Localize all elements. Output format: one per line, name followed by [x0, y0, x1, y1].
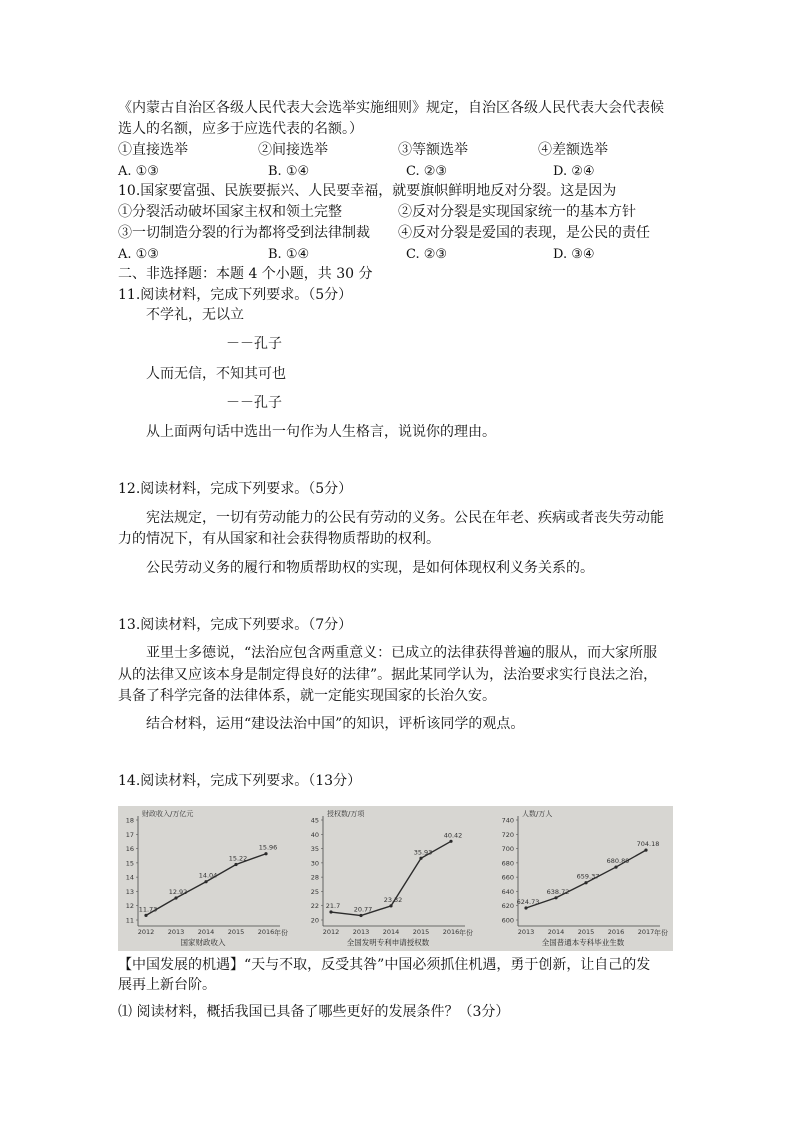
q10-option-c: C. ②③ [406, 247, 448, 262]
q11-author-2: －－孔子 [226, 395, 282, 411]
q13-para-line1: 亚里士多德说，“法治应包含两重意义：已成立的法律获得普遍的服从，而大家所服 [146, 645, 658, 661]
chart-1-data-label: 40.42 [443, 831, 463, 840]
chart-2-x-tick-label: 2013 [517, 928, 535, 936]
chart-2-y-tick-label: 620 [501, 902, 514, 911]
chart-1-y-tick-label: 45 [310, 816, 319, 825]
chart-0-y-tick-label: 11 [125, 916, 134, 925]
chart-2-data-point [524, 906, 527, 909]
q11-stem: 11.阅读材料，完成下列要求。（5分） [118, 287, 353, 303]
chart-2-y-tick-label: 680 [501, 859, 514, 868]
chart-0-y-tick-label: 18 [125, 816, 134, 825]
chart-0-y-tick-label: 12 [125, 902, 134, 911]
chart-2-data-point [554, 896, 557, 899]
q9-item-4: ④差额选举 [538, 142, 608, 158]
chart-0-x-tick-label: 2015 [227, 928, 245, 936]
q9-stem-line1: 《内蒙古自治区各级人民代表大会选举实施细则》规定，自治区各级人民代表大会代表候 [118, 100, 664, 116]
q14-caption-line1: 【中国发展的机遇】“天与不取，反受其咎”中国必须抓住机遇，勇于创新，让自己的发 [118, 957, 651, 973]
chart-0-y-tick-label: 16 [125, 845, 134, 854]
chart-0-caption: 国家财政收入 [180, 938, 226, 947]
q10-option-d: D. ③④ [553, 247, 595, 262]
chart-1-x-tick-label: 2013 [352, 928, 370, 936]
chart-0-data-label: 12.92 [168, 888, 188, 897]
chart-0-data-point [264, 852, 267, 855]
q10-stem: 10.国家要富强、民族要振兴、人民要幸福，就要旗帜鲜明地反对分裂。这是因为 [118, 183, 617, 199]
chart-1-x-tick-label: 2014 [382, 928, 400, 936]
q11-quote-2: 人而无信，不知其可也 [146, 366, 286, 382]
chart-1-data-label: 35.93 [413, 848, 433, 857]
q14-chart-figure [118, 806, 673, 951]
chart-2-y-tick-label: 640 [501, 887, 514, 896]
chart-0-y-tick-label: 17 [125, 830, 134, 839]
chart-1-x-label: 年份 [459, 929, 473, 937]
chart-2-data-label: 624.73 [516, 897, 540, 906]
chart-0-x-tick-label: 2013 [167, 928, 185, 936]
chart-2-x-tick-label: 2015 [577, 928, 595, 936]
q13-task: 结合材料，运用“建设法治中国”的知识，评析该同学的观点。 [146, 716, 525, 732]
chart-2-y-tick-label: 740 [501, 816, 514, 825]
q11-task: 从上面两句话中选出一句作为人生格言，说说你的理由。 [146, 424, 496, 440]
q9-option-b: B. ①④ [268, 164, 310, 179]
q13-stem: 13.阅读材料，完成下列要求。（7分） [118, 617, 353, 633]
chart-0-data-label: 11.73 [138, 905, 158, 914]
chart-0-data-label: 15.96 [258, 843, 278, 852]
chart-2-y-tick-label: 660 [501, 873, 514, 882]
q12-task: 公民劳动义务的履行和物质帮助权的实现，是如何体现权利义务关系的。 [146, 560, 594, 576]
chart-1-data-point [389, 904, 392, 907]
chart-1-y-tick-label: 25 [310, 887, 319, 896]
section-heading: 二、非选择题：本题 4 个小题，共 30 分 [118, 266, 373, 282]
chart-2-data-point [614, 865, 617, 868]
chart-0-series-line [146, 854, 266, 916]
chart-0-data-point [204, 880, 207, 883]
q14-caption-line2: 展再上新台阶。 [118, 977, 216, 993]
chart-2-x-tick-label: 2017 [637, 928, 655, 936]
chart-0-x-label: 年份 [274, 929, 288, 937]
q13-para-line3: 具备了科学完备的法律体系，就一定能实现国家的长治久安。 [118, 688, 496, 704]
q10-option-a: A. ①③ [118, 247, 159, 262]
chart-1-x-tick-label: 2015 [412, 928, 430, 936]
q10-item-2: ②反对分裂是实现国家统一的基本方针 [398, 204, 636, 220]
chart-2-x-tick-label: 2014 [547, 928, 565, 936]
chart-2-data-label: 638.72 [546, 887, 570, 896]
chart-1-data-point [419, 857, 422, 860]
chart-2-data-point [584, 881, 587, 884]
q12-para-line1: 宪法规定，一切有劳动能力的公民有劳动的义务。公民在年老、疾病或者丧失劳动能 [146, 510, 664, 526]
q14-charts-svg [118, 806, 673, 951]
chart-1-y-tick-label: 40 [310, 830, 319, 839]
chart-2-caption: 全国普通本专科毕业生数 [541, 938, 625, 947]
q11-author-1: －－孔子 [226, 336, 282, 352]
chart-1-data-point [449, 840, 452, 843]
chart-2-data-label: 704.18 [636, 840, 660, 849]
chart-2-y-tick-label: 700 [501, 845, 514, 854]
chart-1-x-tick-label: 2012 [322, 928, 340, 936]
chart-0-y-tick-label: 15 [125, 859, 134, 868]
chart-1-y-tick-label: 30 [310, 859, 319, 868]
chart-0-data-point [234, 863, 237, 866]
chart-1-data-label: 23.32 [383, 895, 403, 904]
chart-0-data-label: 14.04 [198, 871, 218, 880]
chart-1-data-label: 20.77 [353, 905, 373, 914]
q14-stem: 14.阅读材料，完成下列要求。（13分） [118, 773, 362, 789]
chart-2-y-tick-label: 720 [501, 830, 514, 839]
chart-1-y-tick-label: 28 [310, 873, 319, 882]
q13-para-line2: 从的法律又应该本身是制定得良好的法律”。据此某同学认为，法治要求实行良法之治， [118, 667, 658, 683]
chart-1-data-point [359, 914, 362, 917]
q12-stem: 12.阅读材料，完成下列要求。（5分） [118, 481, 353, 497]
chart-1-y-label: 授权数/万项 [327, 810, 365, 818]
chart-2-y-tick-label: 600 [501, 916, 514, 925]
chart-1-data-label: 21.7 [325, 902, 341, 911]
q10-item-4: ④反对分裂是爱国的表现，是公民的责任 [398, 225, 650, 241]
chart-0-data-label: 15.22 [228, 854, 248, 863]
q9-stem-line2: 选人的名额，应多于应选代表的名额。） [118, 121, 363, 137]
q9-option-a: A. ①③ [118, 164, 159, 179]
chart-2-y-label: 人数/万人 [522, 810, 553, 818]
chart-2-data-label: 659.37 [576, 872, 600, 881]
q9-option-d: D. ②④ [553, 164, 595, 179]
q14-sub-question-1: ⑴ 阅读材料，概括我国已具备了哪些更好的发展条件？（3分） [118, 1004, 510, 1020]
q12-para-line2: 力的情况下，有从国家和社会获得物质帮助的权利。 [118, 531, 440, 547]
chart-2-data-point [644, 848, 647, 851]
chart-2-x-label: 年份 [654, 929, 668, 937]
q9-item-1: ①直接选举 [118, 142, 188, 158]
q9-item-2: ②间接选举 [258, 142, 328, 158]
q10-option-b: B. ①④ [268, 247, 310, 262]
chart-0-y-tick-label: 13 [125, 887, 134, 896]
chart-0-data-point [174, 896, 177, 899]
chart-0-y-tick-label: 14 [125, 873, 134, 882]
q10-item-3: ③一切制造分裂的行为都将受到法律制裁 [118, 225, 370, 241]
chart-0-x-tick-label: 2014 [197, 928, 215, 936]
chart-2-x-tick-label: 2016 [607, 928, 625, 936]
q9-item-3: ③等额选举 [398, 142, 468, 158]
chart-0-data-point [144, 914, 147, 917]
chart-0-y-label: 财政收入/万亿元 [142, 810, 194, 818]
chart-1-x-tick-label: 2016 [442, 928, 460, 936]
chart-1-y-tick-label: 20 [310, 916, 319, 925]
q10-item-1: ①分裂活动破坏国家主权和领土完整 [118, 204, 342, 220]
chart-1-data-point [329, 910, 332, 913]
q11-quote-1: 不学礼，无以立 [146, 307, 244, 323]
q9-option-c: C. ②③ [406, 164, 448, 179]
chart-1-y-tick-label: 35 [310, 845, 319, 854]
chart-1-caption: 全国发明专利申请授权数 [346, 938, 430, 947]
chart-0-x-tick-label: 2016 [257, 928, 275, 936]
chart-1-y-tick-label: 22 [310, 902, 319, 911]
chart-2-data-label: 680.89 [606, 857, 630, 866]
chart-0-x-tick-label: 2012 [137, 928, 155, 936]
